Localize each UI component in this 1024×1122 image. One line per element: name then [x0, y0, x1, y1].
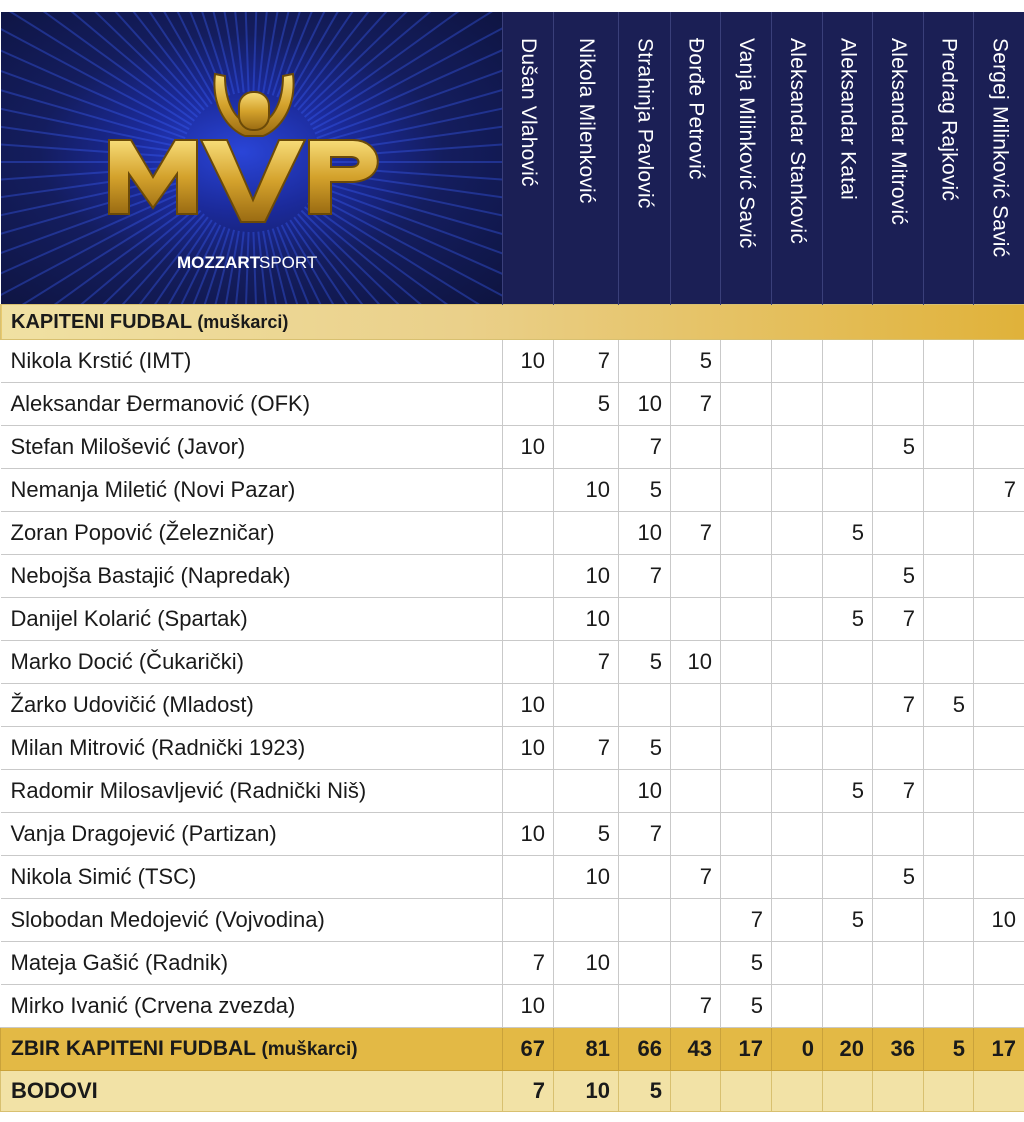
vote-cell: 10	[619, 383, 671, 426]
points-cell	[924, 1071, 974, 1112]
vote-cell: 5	[924, 684, 974, 727]
vote-cell: 7	[619, 555, 671, 598]
vote-cell	[823, 684, 873, 727]
totals-label	[1, 1028, 503, 1071]
vote-cell	[772, 899, 823, 942]
vote-cell	[721, 598, 772, 641]
vote-cell	[772, 985, 823, 1028]
vote-cell: 10	[554, 942, 619, 985]
vote-cell: 5	[671, 340, 721, 383]
player-column-header	[873, 12, 924, 305]
vote-cell	[974, 770, 1024, 813]
trophy-head-icon	[239, 92, 269, 130]
vote-cell	[619, 942, 671, 985]
voter-name: Vanja Dragojević (Partizan)	[1, 813, 503, 856]
logo-ray	[1, 199, 192, 304]
vote-cell	[721, 641, 772, 684]
vote-cell	[873, 942, 924, 985]
vote-cell: 7	[554, 727, 619, 770]
vote-cell: 5	[554, 813, 619, 856]
vote-cell: 10	[619, 512, 671, 555]
vote-cell	[503, 856, 554, 899]
player-name: Aleksandar Stanković	[786, 38, 809, 244]
section-label: KAPITENI FUDBAL	[11, 310, 192, 333]
vote-cell: 5	[823, 770, 873, 813]
vote-cell	[924, 469, 974, 512]
logo-ray	[13, 211, 200, 304]
vote-cell: 7	[671, 856, 721, 899]
player-column-header	[554, 12, 619, 305]
vote-cell	[671, 598, 721, 641]
vote-cell	[671, 727, 721, 770]
vote-cell: 5	[721, 942, 772, 985]
vote-cell	[554, 684, 619, 727]
brand-sport: SPORT	[258, 253, 317, 272]
vote-cell	[671, 684, 721, 727]
vote-cell: 7	[873, 770, 924, 813]
table-row	[1, 813, 1024, 856]
vote-cell	[873, 512, 924, 555]
totals-row	[1, 1028, 1024, 1071]
player-name: Aleksandar Katai	[836, 38, 860, 200]
player-name: Strahinja Pavlović	[633, 38, 657, 209]
voter-name: Aleksandar Đermanović (OFK)	[1, 383, 503, 426]
table-row	[1, 512, 1024, 555]
points-cell	[721, 1071, 772, 1112]
vote-cell	[873, 641, 924, 684]
voter-name: Radomir Milosavljević (Radnički Niš)	[1, 770, 503, 813]
vote-cell: 10	[554, 856, 619, 899]
vote-cell	[974, 598, 1024, 641]
table-body	[1, 305, 1024, 1112]
vote-cell	[503, 598, 554, 641]
table-row	[1, 340, 1024, 383]
table-row	[1, 684, 1024, 727]
mvp-voting-table-wrapper	[0, 12, 1024, 1112]
vote-cell	[772, 856, 823, 899]
vote-cell	[974, 942, 1024, 985]
vote-cell: 5	[823, 512, 873, 555]
player-column-header	[772, 12, 823, 305]
vote-cell: 10	[974, 899, 1024, 942]
vote-cell	[924, 641, 974, 684]
vote-cell: 7	[671, 985, 721, 1028]
vote-cell: 5	[721, 985, 772, 1028]
vote-cell	[503, 770, 554, 813]
player-column-header	[974, 12, 1024, 305]
player-column-header	[924, 12, 974, 305]
total-cell: 43	[671, 1028, 721, 1071]
player-column-header	[503, 12, 554, 305]
vote-cell	[873, 899, 924, 942]
player-column-header	[823, 12, 873, 305]
voter-name: Nebojša Bastajić (Napredak)	[1, 555, 503, 598]
vote-cell	[772, 727, 823, 770]
vote-cell: 5	[873, 856, 924, 899]
vote-cell: 7	[721, 899, 772, 942]
vote-cell	[721, 340, 772, 383]
vote-cell: 7	[671, 512, 721, 555]
vote-cell: 7	[873, 684, 924, 727]
vote-cell	[873, 469, 924, 512]
vote-cell	[873, 340, 924, 383]
vote-cell	[974, 340, 1024, 383]
vote-cell: 5	[873, 426, 924, 469]
vote-cell	[721, 770, 772, 813]
vote-cell: 10	[503, 340, 554, 383]
vote-cell	[721, 856, 772, 899]
vote-cell	[823, 985, 873, 1028]
vote-cell: 7	[554, 340, 619, 383]
vote-cell	[671, 555, 721, 598]
voter-name: Mirko Ivanić (Crvena zvezda)	[1, 985, 503, 1028]
vote-cell	[619, 856, 671, 899]
vote-cell	[823, 469, 873, 512]
vote-cell: 10	[671, 641, 721, 684]
vote-cell	[823, 426, 873, 469]
vote-cell	[619, 340, 671, 383]
vote-cell	[671, 813, 721, 856]
vote-cell	[772, 512, 823, 555]
vote-cell	[503, 383, 554, 426]
vote-cell: 5	[619, 641, 671, 684]
vote-cell	[924, 512, 974, 555]
vote-cell	[554, 899, 619, 942]
vote-cell	[721, 813, 772, 856]
total-cell: 67	[503, 1028, 554, 1071]
player-column-header	[671, 12, 721, 305]
voter-name: Zoran Popović (Železničar)	[1, 512, 503, 555]
player-name: Predrag Rajković	[937, 38, 961, 202]
vote-cell	[721, 684, 772, 727]
vote-cell: 10	[619, 770, 671, 813]
logo-graphic	[1, 12, 503, 304]
voter-name: Slobodan Medojević (Vojvodina)	[1, 899, 503, 942]
table-row	[1, 383, 1024, 426]
logo-ray	[301, 211, 488, 304]
vote-cell	[772, 383, 823, 426]
vote-cell	[619, 985, 671, 1028]
vote-cell	[503, 899, 554, 942]
vote-cell: 5	[873, 555, 924, 598]
vote-cell	[619, 598, 671, 641]
vote-cell	[823, 383, 873, 426]
vote-cell	[503, 469, 554, 512]
vote-cell	[503, 555, 554, 598]
vote-cell	[619, 899, 671, 942]
table-row	[1, 770, 1024, 813]
total-cell: 20	[823, 1028, 873, 1071]
vote-cell	[619, 684, 671, 727]
vote-cell: 10	[503, 426, 554, 469]
vote-cell	[554, 512, 619, 555]
vote-cell: 10	[554, 598, 619, 641]
logo-letter-v	[201, 140, 305, 222]
logo-ray	[127, 12, 224, 97]
vote-cell	[974, 813, 1024, 856]
vote-cell: 10	[503, 813, 554, 856]
mvp-logo	[1, 12, 503, 305]
logo-ray	[310, 12, 503, 125]
vote-cell	[671, 469, 721, 512]
vote-cell	[721, 727, 772, 770]
vote-cell	[671, 426, 721, 469]
vote-cell	[974, 727, 1024, 770]
brand-mozzart: MOZZART	[176, 253, 260, 272]
points-cell: 7	[503, 1071, 554, 1112]
vote-cell	[772, 598, 823, 641]
points-cell	[772, 1071, 823, 1112]
vote-cell	[924, 598, 974, 641]
totals-sublabel: (muškarci)	[261, 1039, 358, 1060]
vote-cell	[721, 469, 772, 512]
vote-cell	[721, 426, 772, 469]
player-name: Aleksandar Mitrović	[887, 38, 910, 226]
section-sublabel: (muškarci)	[197, 311, 289, 332]
vote-cell	[974, 383, 1024, 426]
vote-cell: 10	[503, 684, 554, 727]
vote-cell	[924, 985, 974, 1028]
vote-cell	[974, 426, 1024, 469]
points-cell: 10	[554, 1071, 619, 1112]
points-cell	[974, 1071, 1024, 1112]
vote-cell	[823, 813, 873, 856]
vote-cell	[974, 641, 1024, 684]
player-name: Dušan Vlahović	[517, 38, 540, 187]
vote-cell: 5	[619, 469, 671, 512]
vote-cell: 10	[554, 469, 619, 512]
voter-name: Nikola Krstić (IMT)	[1, 340, 503, 383]
logo-ray	[239, 12, 248, 92]
voter-name: Danijel Kolarić (Spartak)	[1, 598, 503, 641]
vote-cell	[823, 555, 873, 598]
vote-cell	[873, 985, 924, 1028]
vote-cell	[823, 727, 873, 770]
table-row	[1, 942, 1024, 985]
vote-cell	[671, 770, 721, 813]
voter-name: Milan Mitrović (Radnički 1923)	[1, 727, 503, 770]
vote-cell	[721, 555, 772, 598]
vote-cell	[823, 856, 873, 899]
points-row	[1, 1071, 1024, 1112]
section-title	[1, 305, 1024, 340]
vote-cell: 7	[974, 469, 1024, 512]
total-cell: 81	[554, 1028, 619, 1071]
vote-cell	[924, 383, 974, 426]
points-cell: 5	[619, 1071, 671, 1112]
vote-cell	[671, 942, 721, 985]
logo-ray	[1, 12, 192, 125]
vote-cell: 7	[619, 813, 671, 856]
table-row	[1, 469, 1024, 512]
voter-name: Stefan Milošević (Javor)	[1, 426, 503, 469]
table-row	[1, 426, 1024, 469]
vote-cell	[974, 684, 1024, 727]
voter-name: Marko Docić (Čukarički)	[1, 641, 503, 684]
vote-cell	[974, 512, 1024, 555]
vote-cell	[554, 426, 619, 469]
voter-name: Mateja Gašić (Radnik)	[1, 942, 503, 985]
table-row	[1, 555, 1024, 598]
total-cell: 17	[721, 1028, 772, 1071]
points-cell	[823, 1071, 873, 1112]
voter-name: Nemanja Miletić (Novi Pazar)	[1, 469, 503, 512]
logo-ray	[310, 199, 503, 304]
voter-name: Nikola Simić (TSC)	[1, 856, 503, 899]
vote-cell	[772, 641, 823, 684]
vote-cell: 7	[619, 426, 671, 469]
total-cell: 17	[974, 1028, 1024, 1071]
player-name: Sergej Milinković Savić	[988, 38, 1012, 258]
vote-cell: 10	[503, 985, 554, 1028]
vote-cell	[772, 813, 823, 856]
points-label: BODOVI	[1, 1071, 503, 1112]
vote-cell: 5	[619, 727, 671, 770]
vote-cell	[974, 985, 1024, 1028]
vote-cell	[924, 813, 974, 856]
vote-cell	[823, 641, 873, 684]
table-row	[1, 985, 1024, 1028]
vote-cell	[503, 512, 554, 555]
vote-cell	[554, 770, 619, 813]
vote-cell	[924, 942, 974, 985]
voter-name: Žarko Udovičić (Mladost)	[1, 684, 503, 727]
vote-cell	[671, 899, 721, 942]
vote-cell: 10	[503, 727, 554, 770]
vote-cell	[873, 813, 924, 856]
vote-cell: 5	[554, 383, 619, 426]
vote-cell: 5	[823, 899, 873, 942]
vote-cell	[554, 985, 619, 1028]
section-header-row	[1, 305, 1024, 340]
vote-cell	[823, 942, 873, 985]
vote-cell: 7	[671, 383, 721, 426]
player-name: Đorđe Petrović	[684, 38, 708, 180]
player-name: Nikola Milenković	[575, 38, 598, 204]
vote-cell	[772, 684, 823, 727]
vote-cell	[974, 856, 1024, 899]
vote-cell	[772, 942, 823, 985]
player-name: Vanja Milinković Savić	[735, 38, 758, 249]
vote-cell	[873, 383, 924, 426]
vote-cell: 7	[873, 598, 924, 641]
vote-cell	[721, 383, 772, 426]
vote-cell	[772, 555, 823, 598]
vote-cell	[873, 727, 924, 770]
vote-cell	[721, 512, 772, 555]
logo-letter-m	[109, 140, 197, 214]
total-cell: 66	[619, 1028, 671, 1071]
vote-cell	[974, 555, 1024, 598]
mvp-voting-table	[0, 12, 1024, 1112]
total-cell: 0	[772, 1028, 823, 1071]
table-row	[1, 598, 1024, 641]
table-row	[1, 856, 1024, 899]
table-row	[1, 641, 1024, 684]
player-column-header	[619, 12, 671, 305]
vote-cell	[772, 770, 823, 813]
table-row	[1, 727, 1024, 770]
vote-cell	[924, 340, 974, 383]
vote-cell	[924, 727, 974, 770]
totals-label-text: ZBIR KAPITENI FUDBAL	[11, 1037, 256, 1060]
vote-cell: 7	[554, 641, 619, 684]
vote-cell	[772, 469, 823, 512]
logo-ray	[253, 12, 262, 92]
vote-cell	[924, 426, 974, 469]
vote-cell	[924, 899, 974, 942]
header-row	[1, 12, 1024, 305]
points-cell	[671, 1071, 721, 1112]
vote-cell	[924, 856, 974, 899]
points-cell	[873, 1071, 924, 1112]
table-row	[1, 899, 1024, 942]
vote-cell	[772, 426, 823, 469]
player-column-header	[721, 12, 772, 305]
vote-cell	[503, 641, 554, 684]
logo-ray	[297, 12, 471, 110]
vote-cell	[823, 340, 873, 383]
total-cell: 5	[924, 1028, 974, 1071]
vote-cell: 5	[823, 598, 873, 641]
total-cell: 36	[873, 1028, 924, 1071]
vote-cell: 10	[554, 555, 619, 598]
vote-cell: 7	[503, 942, 554, 985]
vote-cell	[772, 340, 823, 383]
vote-cell	[924, 770, 974, 813]
logo-ray	[30, 12, 204, 110]
vote-cell	[924, 555, 974, 598]
